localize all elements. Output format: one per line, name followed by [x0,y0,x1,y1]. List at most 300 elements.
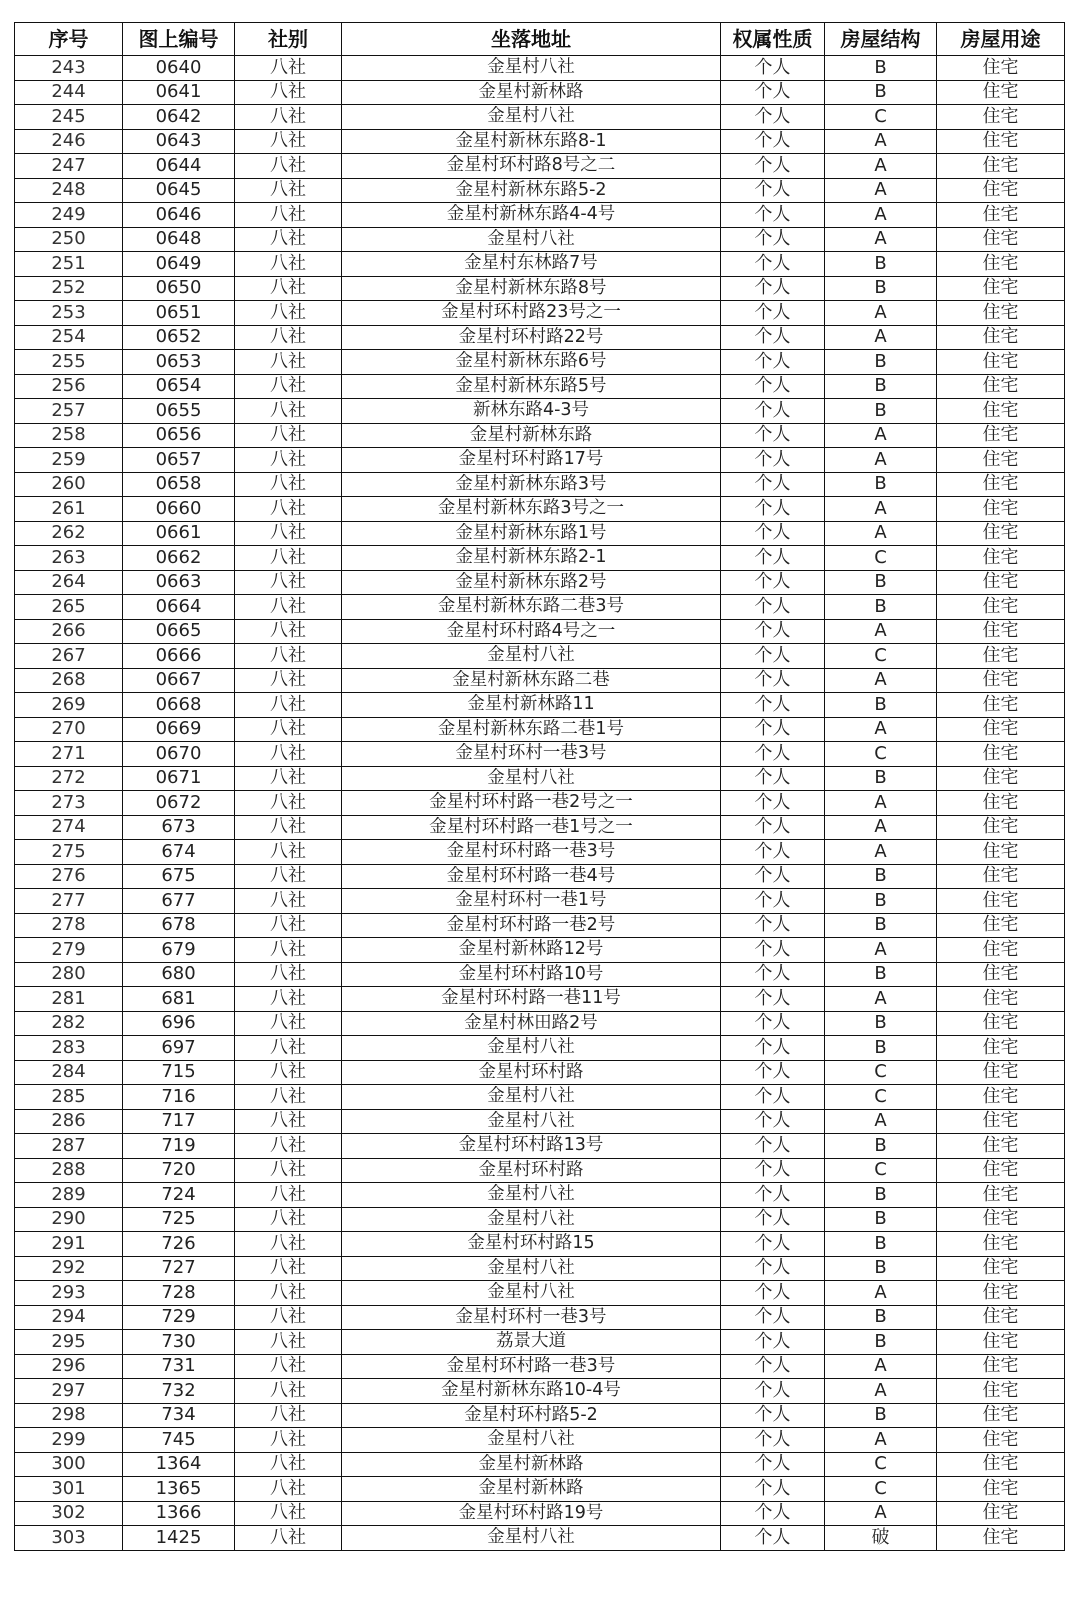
cell-usage: 住宅 [937,742,1065,767]
cell-usage: 住宅 [937,129,1065,154]
table-row [15,1403,1065,1428]
cell-address: 金星村八社 [342,227,721,252]
cell-ownership: 个人 [721,1011,825,1036]
cell-usage: 住宅 [937,1183,1065,1208]
cell-usage: 住宅 [937,325,1065,350]
table-row [15,1011,1065,1036]
cell-structure: B [825,1403,937,1428]
cell-map-number: 0669 [123,717,235,742]
cell-community: 八社 [235,1256,342,1281]
cell-address: 金星村新林东路2号 [342,570,721,595]
table-row [15,203,1065,228]
cell-seq: 260 [15,472,123,497]
cell-seq: 245 [15,105,123,130]
cell-community: 八社 [235,1354,342,1379]
table-row [15,276,1065,301]
cell-usage: 住宅 [937,864,1065,889]
cell-structure: C [825,1060,937,1085]
cell-address: 金星村八社 [342,56,721,81]
cell-seq: 281 [15,987,123,1012]
cell-usage: 住宅 [937,815,1065,840]
cell-map-number: 0648 [123,227,235,252]
cell-address: 金星村新林路12号 [342,938,721,963]
cell-address: 金星村新林东路1号 [342,521,721,546]
cell-seq: 268 [15,668,123,693]
cell-usage: 住宅 [937,1109,1065,1134]
cell-map-number: 0650 [123,276,235,301]
cell-ownership: 个人 [721,570,825,595]
cell-seq: 280 [15,962,123,987]
cell-map-number: 675 [123,864,235,889]
cell-address: 金星村八社 [342,1281,721,1306]
cell-usage: 住宅 [937,938,1065,963]
table-row [15,1330,1065,1355]
cell-seq: 298 [15,1403,123,1428]
cell-address: 荔景大道 [342,1330,721,1355]
cell-seq: 296 [15,1354,123,1379]
cell-map-number: 697 [123,1036,235,1061]
cell-structure: B [825,1330,937,1355]
table-row [15,644,1065,669]
cell-community: 八社 [235,154,342,179]
cell-structure: B [825,350,937,375]
cell-ownership: 个人 [721,350,825,375]
cell-ownership: 个人 [721,154,825,179]
cell-seq: 284 [15,1060,123,1085]
cell-community: 八社 [235,717,342,742]
cell-structure: B [825,1183,937,1208]
table-row [15,497,1065,522]
cell-ownership: 个人 [721,448,825,473]
cell-usage: 住宅 [937,1526,1065,1551]
cell-community: 八社 [235,644,342,669]
cell-seq: 295 [15,1330,123,1355]
cell-community: 八社 [235,1158,342,1183]
cell-usage: 住宅 [937,717,1065,742]
cell-ownership: 个人 [721,56,825,81]
cell-address: 金星村环村路22号 [342,325,721,350]
cell-ownership: 个人 [721,1305,825,1330]
cell-ownership: 个人 [721,178,825,203]
cell-usage: 住宅 [937,497,1065,522]
cell-usage: 住宅 [937,252,1065,277]
cell-structure: B [825,56,937,81]
cell-usage: 住宅 [937,1281,1065,1306]
cell-structure: B [825,1232,937,1257]
cell-community: 八社 [235,325,342,350]
cell-usage: 住宅 [937,1207,1065,1232]
cell-usage: 住宅 [937,619,1065,644]
cell-community: 八社 [235,546,342,571]
cell-seq: 285 [15,1085,123,1110]
cell-seq: 299 [15,1428,123,1453]
cell-map-number: 745 [123,1428,235,1453]
cell-community: 八社 [235,497,342,522]
cell-map-number: 0667 [123,668,235,693]
cell-community: 八社 [235,1183,342,1208]
cell-community: 八社 [235,668,342,693]
cell-structure: A [825,521,937,546]
table-row [15,1526,1065,1551]
cell-map-number: 729 [123,1305,235,1330]
cell-ownership: 个人 [721,129,825,154]
table-row [15,717,1065,742]
cell-community: 八社 [235,374,342,399]
cell-ownership: 个人 [721,644,825,669]
cell-ownership: 个人 [721,1183,825,1208]
cell-community: 八社 [235,56,342,81]
cell-community: 八社 [235,1428,342,1453]
cell-address: 金星村环村路一巷11号 [342,987,721,1012]
cell-seq: 248 [15,178,123,203]
cell-community: 八社 [235,105,342,130]
cell-ownership: 个人 [721,1379,825,1404]
cell-community: 八社 [235,815,342,840]
cell-usage: 住宅 [937,1060,1065,1085]
cell-ownership: 个人 [721,1452,825,1477]
cell-map-number: 678 [123,913,235,938]
cell-map-number: 1364 [123,1452,235,1477]
cell-map-number: 679 [123,938,235,963]
cell-structure: B [825,570,937,595]
cell-address: 金星村八社 [342,1085,721,1110]
table-row [15,619,1065,644]
cell-ownership: 个人 [721,668,825,693]
cell-usage: 住宅 [937,1428,1065,1453]
cell-ownership: 个人 [721,889,825,914]
cell-map-number: 0658 [123,472,235,497]
cell-map-number: 0640 [123,56,235,81]
cell-ownership: 个人 [721,840,825,865]
cell-usage: 住宅 [937,644,1065,669]
cell-map-number: 732 [123,1379,235,1404]
table-row [15,864,1065,889]
cell-map-number: 0651 [123,301,235,326]
cell-map-number: 677 [123,889,235,914]
cell-address: 金星村环村路一巷1号之一 [342,815,721,840]
cell-address: 金星村新林东路2-1 [342,546,721,571]
cell-seq: 276 [15,864,123,889]
cell-structure: A [825,987,937,1012]
cell-seq: 265 [15,595,123,620]
table-row [15,1379,1065,1404]
cell-structure: A [825,154,937,179]
cell-address: 金星村环村路一巷3号 [342,1354,721,1379]
cell-usage: 住宅 [937,1477,1065,1502]
cell-community: 八社 [235,987,342,1012]
cell-usage: 住宅 [937,80,1065,105]
cell-community: 八社 [235,399,342,424]
cell-map-number: 0655 [123,399,235,424]
cell-structure: B [825,889,937,914]
cell-structure: B [825,1011,937,1036]
cell-ownership: 个人 [721,497,825,522]
cell-structure: B [825,399,937,424]
cell-seq: 292 [15,1256,123,1281]
cell-map-number: 0671 [123,766,235,791]
cell-address: 金星村新林路 [342,1477,721,1502]
cell-map-number: 696 [123,1011,235,1036]
cell-community: 八社 [235,864,342,889]
cell-seq: 261 [15,497,123,522]
cell-seq: 278 [15,913,123,938]
cell-community: 八社 [235,570,342,595]
cell-usage: 住宅 [937,1085,1065,1110]
cell-ownership: 个人 [721,595,825,620]
cell-ownership: 个人 [721,1281,825,1306]
cell-address: 金星村新林东路二巷 [342,668,721,693]
header-address: 坐落地址 [342,23,721,56]
cell-structure: A [825,1109,937,1134]
cell-structure: A [825,325,937,350]
table-row [15,1354,1065,1379]
cell-map-number: 0668 [123,693,235,718]
cell-map-number: 680 [123,962,235,987]
cell-community: 八社 [235,840,342,865]
cell-seq: 297 [15,1379,123,1404]
cell-map-number: 730 [123,1330,235,1355]
cell-address: 金星村八社 [342,1256,721,1281]
cell-structure: C [825,1452,937,1477]
table-row [15,987,1065,1012]
table-row [15,668,1065,693]
cell-usage: 住宅 [937,472,1065,497]
table-row [15,546,1065,571]
cell-map-number: 0649 [123,252,235,277]
table-row [15,374,1065,399]
cell-community: 八社 [235,423,342,448]
cell-map-number: 1365 [123,1477,235,1502]
cell-map-number: 0663 [123,570,235,595]
cell-address: 金星村环村一巷1号 [342,889,721,914]
cell-map-number: 681 [123,987,235,1012]
cell-address: 金星村环村路19号 [342,1501,721,1526]
cell-map-number: 717 [123,1109,235,1134]
cell-map-number: 728 [123,1281,235,1306]
cell-structure: B [825,374,937,399]
cell-usage: 住宅 [937,913,1065,938]
cell-structure: B [825,1036,937,1061]
cell-usage: 住宅 [937,105,1065,130]
cell-structure: B [825,252,937,277]
cell-structure: A [825,423,937,448]
cell-community: 八社 [235,129,342,154]
cell-structure: B [825,595,937,620]
cell-usage: 住宅 [937,399,1065,424]
cell-community: 八社 [235,448,342,473]
cell-structure: B [825,276,937,301]
cell-address: 金星村新林东路3号 [342,472,721,497]
cell-address: 金星村新林东路二巷1号 [342,717,721,742]
cell-address: 金星村八社 [342,105,721,130]
table-row [15,840,1065,865]
table-row [15,1232,1065,1257]
cell-seq: 300 [15,1452,123,1477]
cell-community: 八社 [235,1477,342,1502]
table-row [15,742,1065,767]
cell-seq: 271 [15,742,123,767]
cell-ownership: 个人 [721,1060,825,1085]
table-row [15,105,1065,130]
table-row [15,448,1065,473]
cell-address: 金星村八社 [342,1109,721,1134]
cell-usage: 住宅 [937,178,1065,203]
cell-ownership: 个人 [721,1036,825,1061]
cell-structure: A [825,203,937,228]
cell-address: 金星村八社 [342,1526,721,1551]
cell-seq: 273 [15,791,123,816]
cell-community: 八社 [235,791,342,816]
table-row [15,595,1065,620]
cell-community: 八社 [235,1501,342,1526]
cell-community: 八社 [235,693,342,718]
cell-community: 八社 [235,521,342,546]
cell-address: 金星村八社 [342,1207,721,1232]
cell-structure: A [825,1428,937,1453]
header-community: 社别 [235,23,342,56]
cell-usage: 住宅 [937,1330,1065,1355]
cell-community: 八社 [235,301,342,326]
cell-ownership: 个人 [721,913,825,938]
cell-usage: 住宅 [937,1232,1065,1257]
cell-map-number: 0660 [123,497,235,522]
table-row [15,938,1065,963]
cell-map-number: 0665 [123,619,235,644]
cell-address: 金星村新林东路8号 [342,276,721,301]
cell-ownership: 个人 [721,472,825,497]
cell-seq: 269 [15,693,123,718]
table-row [15,1281,1065,1306]
cell-ownership: 个人 [721,987,825,1012]
cell-usage: 住宅 [937,301,1065,326]
cell-map-number: 0664 [123,595,235,620]
cell-address: 金星村环村路一巷2号之一 [342,791,721,816]
cell-community: 八社 [235,203,342,228]
cell-seq: 272 [15,766,123,791]
cell-map-number: 0666 [123,644,235,669]
cell-seq: 274 [15,815,123,840]
cell-ownership: 个人 [721,80,825,105]
cell-community: 八社 [235,619,342,644]
cell-ownership: 个人 [721,1501,825,1526]
cell-address: 金星村八社 [342,766,721,791]
cell-structure: A [825,815,937,840]
table-row [15,1109,1065,1134]
table-row [15,962,1065,987]
cell-structure: C [825,1158,937,1183]
cell-seq: 290 [15,1207,123,1232]
cell-address: 金星村八社 [342,1428,721,1453]
cell-ownership: 个人 [721,938,825,963]
cell-address: 金星村新林东路二巷3号 [342,595,721,620]
cell-community: 八社 [235,1011,342,1036]
cell-structure: B [825,1305,937,1330]
cell-address: 金星村环村路 [342,1158,721,1183]
cell-ownership: 个人 [721,1526,825,1551]
cell-seq: 263 [15,546,123,571]
cell-usage: 住宅 [937,1036,1065,1061]
cell-usage: 住宅 [937,791,1065,816]
cell-map-number: 716 [123,1085,235,1110]
cell-address: 金星村环村路4号之一 [342,619,721,644]
cell-ownership: 个人 [721,619,825,644]
cell-usage: 住宅 [937,1256,1065,1281]
cell-structure: A [825,1379,937,1404]
cell-seq: 267 [15,644,123,669]
cell-community: 八社 [235,1452,342,1477]
cell-structure: B [825,1207,937,1232]
cell-seq: 288 [15,1158,123,1183]
cell-map-number: 0661 [123,521,235,546]
cell-community: 八社 [235,1109,342,1134]
cell-ownership: 个人 [721,1330,825,1355]
cell-address: 金星村环村路8号之二 [342,154,721,179]
cell-seq: 289 [15,1183,123,1208]
cell-usage: 住宅 [937,1011,1065,1036]
cell-community: 八社 [235,1305,342,1330]
cell-ownership: 个人 [721,1109,825,1134]
cell-ownership: 个人 [721,423,825,448]
cell-map-number: 724 [123,1183,235,1208]
cell-address: 金星村环村路一巷3号 [342,840,721,865]
table-row [15,1183,1065,1208]
cell-ownership: 个人 [721,374,825,399]
cell-usage: 住宅 [937,154,1065,179]
cell-ownership: 个人 [721,203,825,228]
cell-community: 八社 [235,1379,342,1404]
cell-usage: 住宅 [937,423,1065,448]
cell-address: 金星村环村路10号 [342,962,721,987]
cell-usage: 住宅 [937,227,1065,252]
cell-structure: A [825,448,937,473]
cell-map-number: 0652 [123,325,235,350]
cell-usage: 住宅 [937,595,1065,620]
cell-ownership: 个人 [721,1232,825,1257]
cell-map-number: 727 [123,1256,235,1281]
cell-usage: 住宅 [937,1379,1065,1404]
cell-seq: 264 [15,570,123,595]
cell-address: 金星村新林路 [342,1452,721,1477]
cell-seq: 286 [15,1109,123,1134]
cell-address: 金星村八社 [342,1183,721,1208]
table-row [15,521,1065,546]
table-row [15,178,1065,203]
cell-structure: B [825,962,937,987]
cell-seq: 249 [15,203,123,228]
cell-usage: 住宅 [937,56,1065,81]
cell-address: 金星村新林东路6号 [342,350,721,375]
table-row [15,399,1065,424]
cell-community: 八社 [235,1403,342,1428]
cell-structure: C [825,1085,937,1110]
cell-map-number: 0670 [123,742,235,767]
table-row [15,301,1065,326]
cell-seq: 251 [15,252,123,277]
cell-address: 金星村环村路17号 [342,448,721,473]
table-row [15,1158,1065,1183]
header-map-number: 图上编号 [123,23,235,56]
cell-structure: A [825,1501,937,1526]
cell-community: 八社 [235,1207,342,1232]
table-row [15,1060,1065,1085]
cell-ownership: 个人 [721,742,825,767]
cell-community: 八社 [235,472,342,497]
cell-usage: 住宅 [937,840,1065,865]
cell-structure: A [825,938,937,963]
cell-address: 金星村八社 [342,1036,721,1061]
cell-address: 金星村新林东路5号 [342,374,721,399]
cell-ownership: 个人 [721,546,825,571]
